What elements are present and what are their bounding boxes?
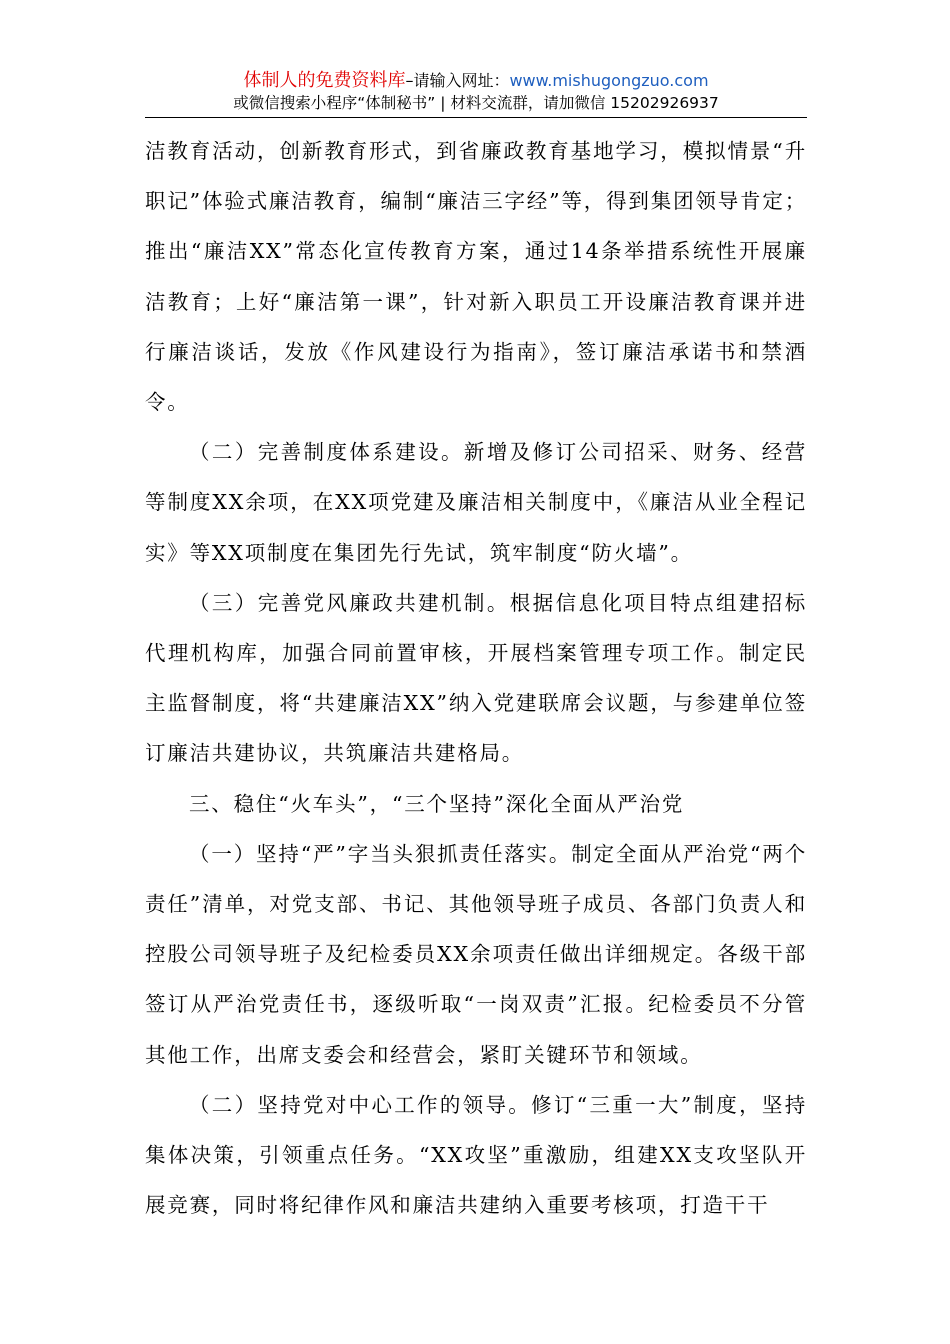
header-brand: 体制人的免费资料库 xyxy=(243,70,406,91)
paragraph-3: （三）完善党风廉政共建机制。根据信息化项目特点组建招标代理机构库，加强合同前置审核，开展档案管理专项工作。制定民主监督制度，将“共建廉洁XX”纳入党建联席会议题，与参建单位签订廉洁共建协议，共筑廉洁共建格局。 xyxy=(145,590,807,766)
paragraph-1: 洁教育活动，创新教育形式，到省廉政教育基地学习，模拟情景“升职记”体验式廉洁教育，编制“廉洁三字经”等，得到集团领导肯定；推出“廉洁XX”常态化宣传教育方案，通过14条举措系统性开展廉洁教育；上好“廉洁第一课”，针对新入职员工开设廉洁教育课并进行廉洁谈话，发放《作风建设行为指南》，签订廉洁承诺书和禁酒令。 xyxy=(145,139,807,415)
header-divider xyxy=(145,117,807,118)
paragraph-4: （一）坚持“严”字当头狠抓责任落实。制定全面从严治党“两个责任”清单，对党支部、书记、其他领导班子成员、各部门负责人和控股公司领导班子及纪检委员XX余项责任做出详细规定。各级干部签订从严治党责任书，逐级听取“一岗双责”汇报。纪检委员不分管其他工作，出席支委会和经营会，紧盯关键环节和领域。 xyxy=(145,841,807,1067)
page-header xyxy=(145,70,807,114)
header-prompt: –请输入网址： xyxy=(405,71,510,90)
header-line-2: 或微信搜索小程序“体制秘书” | 材料交流群，请加微信 15202926937 xyxy=(233,94,719,112)
document-body xyxy=(145,126,807,1230)
header-url-link[interactable]: www.mishugongzuo.com xyxy=(509,71,709,90)
header-line-1 xyxy=(145,70,807,92)
paragraph-5: （二）坚持党对中心工作的领导。修订“三重一大”制度，坚持集体决策，引领重点任务。“XX攻坚”重激励，组建XX支攻坚队开展竞赛，同时将纪律作风和廉洁共建纳入重要考核项，打造干干 xyxy=(145,1092,807,1218)
section-heading-3: 三、稳住“火车头”，“三个坚持”深化全面从严治党 xyxy=(189,791,685,816)
paragraph-2: （二）完善制度体系建设。新增及修订公司招采、财务、经营等制度XX余项，在XX项党建及廉洁相关制度中，《廉洁从业全程记实》等XX项制度在集团先行先试，筑牢制度“防火墙”。 xyxy=(145,440,807,565)
